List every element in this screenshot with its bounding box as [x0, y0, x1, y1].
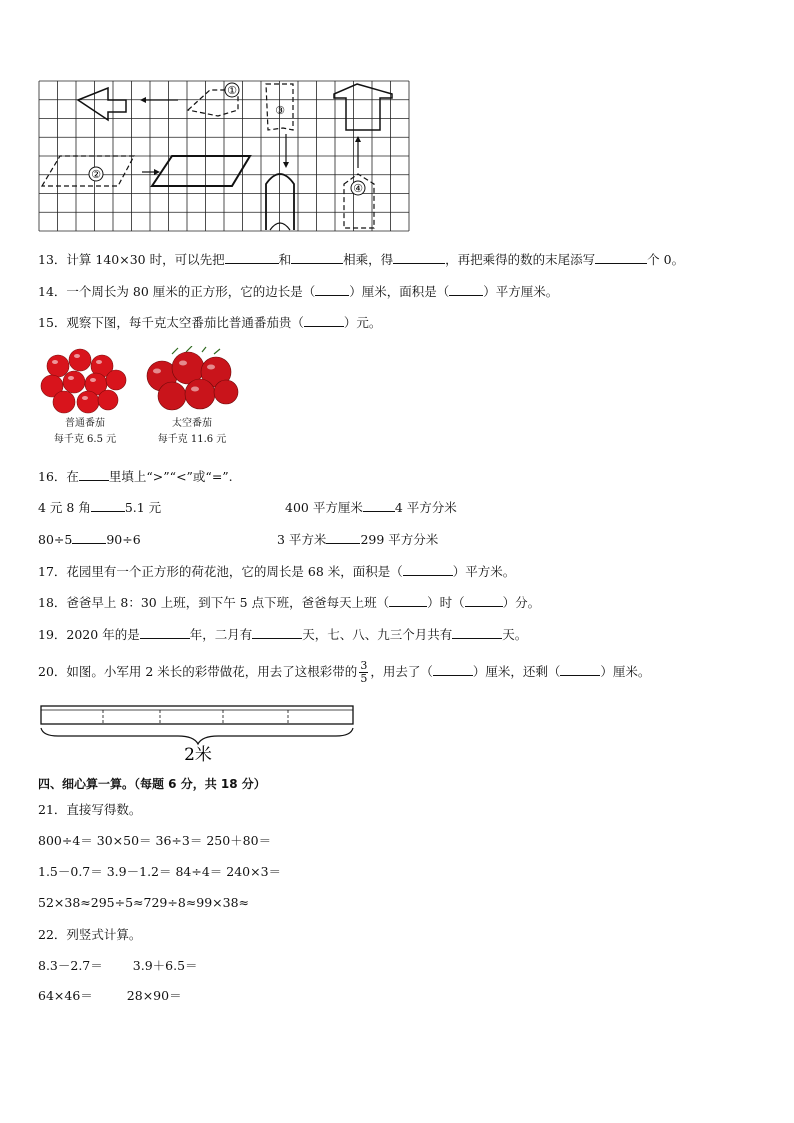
- q20-blank-1[interactable]: [433, 663, 473, 676]
- space-tomato-price: 每千克 11.6 元: [157, 434, 227, 445]
- q16-number: 16．: [38, 469, 67, 484]
- q14-number: 14．: [38, 284, 67, 299]
- q19-blank-1[interactable]: [140, 626, 190, 639]
- q14-text-2: ）厘米，面积是（: [349, 284, 450, 299]
- q20-number: 20．: [38, 664, 67, 679]
- question-15: [38, 314, 381, 331]
- q16-text-1: 在: [66, 469, 79, 484]
- q14-text-3: ）平方厘米。: [483, 284, 559, 299]
- space-tomato-caption: [142, 416, 242, 448]
- q14-text-1: 一个周长为 80 厘米的正方形，它的边长是（: [66, 284, 316, 299]
- q19-text-1: 2020 年的是: [66, 627, 140, 642]
- arrow-left-shape: [78, 88, 126, 120]
- q16-c-right: 90÷6: [106, 532, 141, 547]
- space-tomato-name: 太空番茄: [172, 418, 212, 429]
- q16-item-a: [38, 499, 161, 516]
- q21-number: 21．: [38, 802, 67, 817]
- fraction-denominator: 5: [360, 672, 368, 685]
- q22-b: 3.9＋6.5＝: [132, 958, 198, 973]
- q13-blank-3[interactable]: [393, 251, 445, 264]
- q21-title: 直接写得数。: [66, 802, 142, 817]
- q15-blank-1[interactable]: [304, 314, 344, 327]
- q13-blank-1[interactable]: [225, 251, 279, 264]
- label-2: ②: [91, 168, 101, 181]
- q20-blank-2[interactable]: [560, 663, 600, 676]
- q21-row-1: 800÷4＝ 30×50＝ 36÷3＝ 250＋80＝: [38, 833, 272, 848]
- q19-number: 19．: [38, 627, 67, 642]
- q19-blank-2[interactable]: [252, 626, 302, 639]
- q13-text-2: 和: [278, 252, 292, 267]
- q19-text-2: 年，二月有: [189, 627, 253, 642]
- grid-figure: [38, 80, 411, 233]
- q20-text-4: ）厘米。: [600, 664, 651, 679]
- section-4-title: 四、细心算一算。（每题 6 分，共 18 分）: [38, 777, 266, 791]
- q13-blank-2[interactable]: [291, 251, 343, 264]
- q17-text-2: ）平方米。: [452, 564, 516, 579]
- q16-c-blank[interactable]: [72, 531, 106, 544]
- q22-a: 8.3－2.7＝: [38, 958, 103, 973]
- q20-text-1: 如图。小军用 2 米长的彩带做花，用去了这根彩带的: [66, 664, 358, 679]
- q16-a-blank[interactable]: [91, 499, 125, 512]
- q18-text-3: ）分。: [502, 595, 541, 610]
- question-22: [38, 927, 141, 943]
- q14-blank-2[interactable]: [449, 283, 483, 296]
- q16-d-right: 299 平方分米: [360, 532, 439, 547]
- ribbon-length-label: 2米: [184, 745, 212, 765]
- q22-row-2: [38, 988, 182, 1004]
- q15-text-1: 观察下图，每千克太空番茄比普通番茄贵（: [66, 315, 304, 330]
- q14-blank-1[interactable]: [315, 283, 349, 296]
- question-20: [38, 660, 650, 685]
- q20-text-3: ）厘米，还剩（: [472, 664, 561, 679]
- normal-tomato-name: 普通番茄: [65, 418, 105, 429]
- q18-text-2: ）时（: [427, 595, 465, 610]
- q19-text-3: 天，七、八、九三个月共有: [302, 627, 453, 642]
- q22-title: 列竖式计算。: [66, 927, 142, 942]
- q16-d-blank[interactable]: [326, 531, 360, 544]
- normal-tomato-price: 每千克 6.5 元: [53, 434, 117, 445]
- ribbon-diagram: [38, 700, 358, 766]
- q16-b-left: 400 平方厘米: [285, 500, 363, 515]
- question-14: [38, 283, 558, 300]
- space-tomato-image: [142, 346, 242, 412]
- q16-item-c: [38, 531, 141, 548]
- q18-number: 18．: [38, 595, 67, 610]
- arrow-up-shape: [334, 84, 392, 130]
- arch-shape: [266, 174, 294, 230]
- q15-number: 15．: [38, 315, 67, 330]
- q16-text-2: 里填上“>”“<”或“=”.: [108, 469, 233, 484]
- normal-tomato-image: [40, 346, 130, 416]
- q18-text-1: 爸爸早上 8：30 上班，到下午 5 点下班，爸爸每天上班（: [66, 595, 390, 610]
- q16-b-blank[interactable]: [363, 499, 395, 512]
- parallelogram-shape: [152, 156, 250, 186]
- question-21: [38, 802, 141, 818]
- q13-blank-4[interactable]: [595, 251, 647, 264]
- q17-number: 17．: [38, 564, 67, 579]
- q21-row-2: 1.5－0.7＝ 3.9－1.2＝ 84÷4＝ 240×3＝: [38, 864, 282, 879]
- q16-blank: [79, 468, 109, 481]
- q21-row-3: 52×38≈295÷5≈729÷8≈99×38≈: [38, 895, 250, 910]
- label-1: ①: [227, 84, 237, 97]
- q19-text-4: 天。: [502, 627, 528, 642]
- q13-number: 13．: [38, 252, 67, 267]
- q22-c: 64×46＝: [38, 988, 93, 1003]
- q16-a-right: 5.1 元: [124, 500, 162, 515]
- q18-blank-1[interactable]: [389, 594, 427, 607]
- q17-blank-1[interactable]: [403, 563, 453, 576]
- q16-b-right: 4 平方分米: [394, 500, 457, 515]
- fraction-numerator: 3: [360, 659, 368, 672]
- q20-text-2: ，用去了（: [370, 664, 433, 679]
- q13-text-3: 相乘，得: [343, 252, 394, 267]
- label-3: ③: [275, 104, 285, 117]
- q16-c-left: 80÷5: [38, 532, 73, 547]
- q13-text-4: ，再把乘得的数的末尾添写: [445, 252, 596, 267]
- q13-text-5: 个 0。: [647, 252, 685, 267]
- question-13: [38, 251, 684, 268]
- q15-text-2: ）元。: [343, 315, 382, 330]
- question-18: [38, 594, 540, 611]
- normal-tomato-caption: [40, 416, 130, 448]
- dashed-shape-2: [42, 156, 134, 186]
- q16-item-d: [277, 531, 438, 548]
- q19-blank-3[interactable]: [452, 626, 502, 639]
- q16-item-b: [285, 499, 457, 516]
- q18-blank-2[interactable]: [465, 594, 503, 607]
- question-19: [38, 626, 527, 643]
- q17-text-1: 花园里有一个正方形的荷花池，它的周长是 68 米，面积是（: [66, 564, 403, 579]
- label-4: ④: [353, 182, 363, 195]
- q16-d-left: 3 平方米: [277, 532, 327, 547]
- question-16: [38, 468, 233, 485]
- q22-number: 22．: [38, 927, 67, 942]
- q22-row-1: [38, 958, 198, 974]
- q20-fraction: [359, 660, 368, 685]
- q22-d: 28×90＝: [126, 988, 182, 1003]
- q16-a-left: 4 元 8 角: [38, 500, 91, 515]
- question-17: [38, 563, 515, 580]
- q13-text-1: 计算 140×30 时，可以先把: [66, 252, 225, 267]
